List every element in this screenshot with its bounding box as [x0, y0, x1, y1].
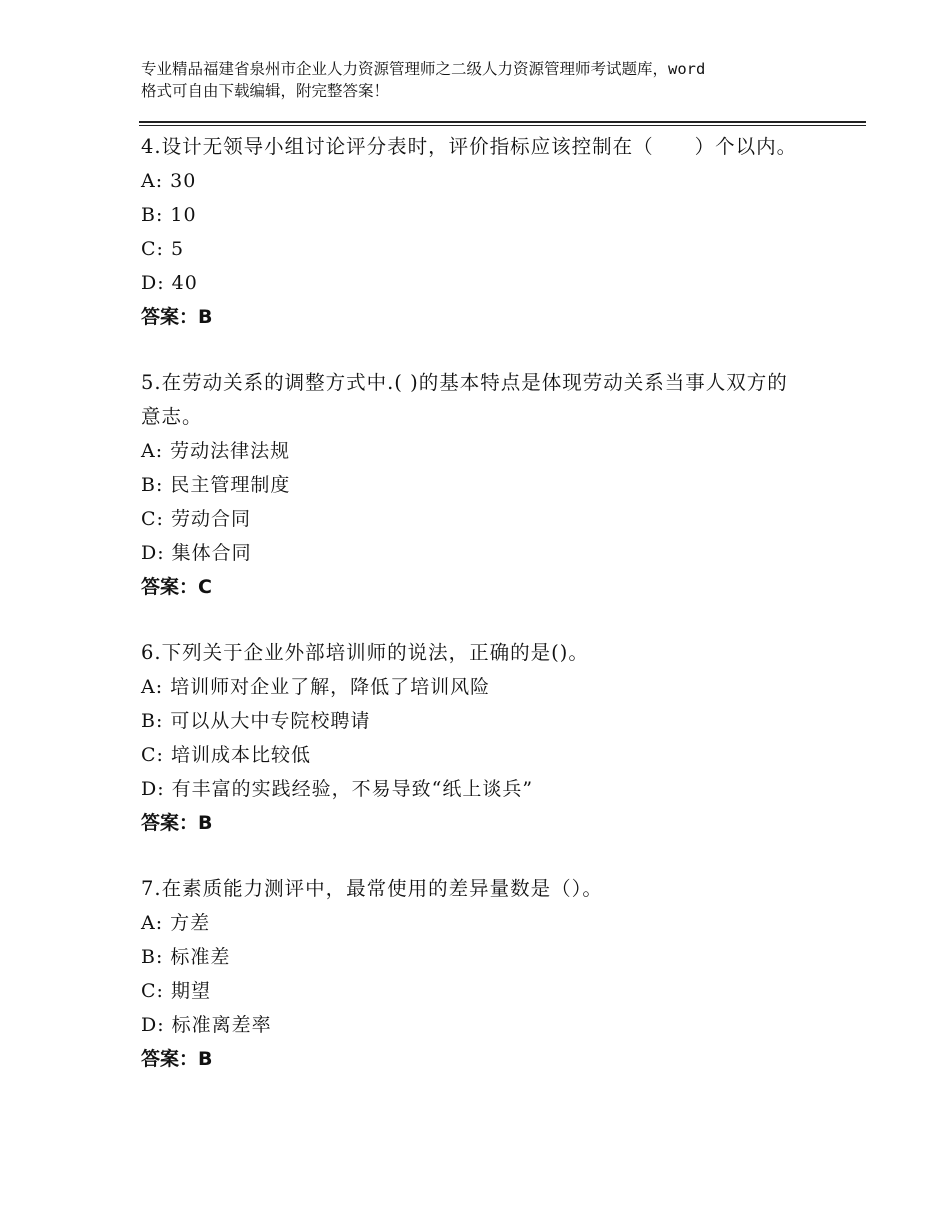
question-text: 7.在素质能力测评中，最常使用的差异量数是（）。	[141, 877, 603, 900]
option-d: D: 40	[141, 272, 198, 294]
option-a: A: 培训师对企业了解，降低了培训风险	[141, 676, 491, 698]
option-a: A: 30	[141, 170, 197, 192]
answer: 答案：B	[141, 812, 213, 834]
option-d: D: 有丰富的实践经验，不易导致“纸上谈兵”	[141, 778, 534, 800]
option-b: B: 民主管理制度	[141, 474, 291, 496]
header-line-1: 专业精品福建省泉州市企业人力资源管理师之二级人力资源管理师考试题库，word	[141, 60, 706, 78]
question-7	[141, 872, 801, 1076]
option-c: C: 5	[141, 238, 185, 260]
header-divider-thick	[139, 121, 866, 123]
question-6	[141, 636, 801, 840]
option-a: A: 方差	[141, 912, 211, 934]
option-b: B: 标准差	[141, 946, 231, 968]
header-divider-thin	[139, 125, 866, 126]
option-c: C: 期望	[141, 980, 211, 1002]
option-b: B: 10	[141, 204, 197, 226]
question-text: 4.设计无领导小组讨论评分表时，评价指标应该控制在（ ）个以内。	[141, 135, 798, 158]
question-text: 6.下列关于企业外部培训师的说法，正确的是()。	[141, 641, 589, 664]
question-list	[141, 130, 801, 1108]
option-d: D: 集体合同	[141, 542, 252, 564]
option-b: B: 可以从大中专院校聘请	[141, 710, 371, 732]
option-c: C: 劳动合同	[141, 508, 251, 530]
header-line-2: 格式可自由下载编辑，附完整答案！	[141, 82, 390, 100]
question-text: 5.在劳动关系的调整方式中.( )的基本特点是体现劳动关系当事人双方的意志。	[141, 371, 788, 428]
answer: 答案：B	[141, 306, 213, 328]
option-a: A: 劳动法律法规	[141, 440, 291, 462]
question-5	[141, 366, 801, 604]
question-4	[141, 130, 801, 334]
answer: 答案：B	[141, 1048, 213, 1070]
answer: 答案：C	[141, 576, 212, 598]
option-d: D: 标准离差率	[141, 1014, 272, 1036]
document-header	[141, 58, 841, 102]
option-c: C: 培训成本比较低	[141, 744, 311, 766]
